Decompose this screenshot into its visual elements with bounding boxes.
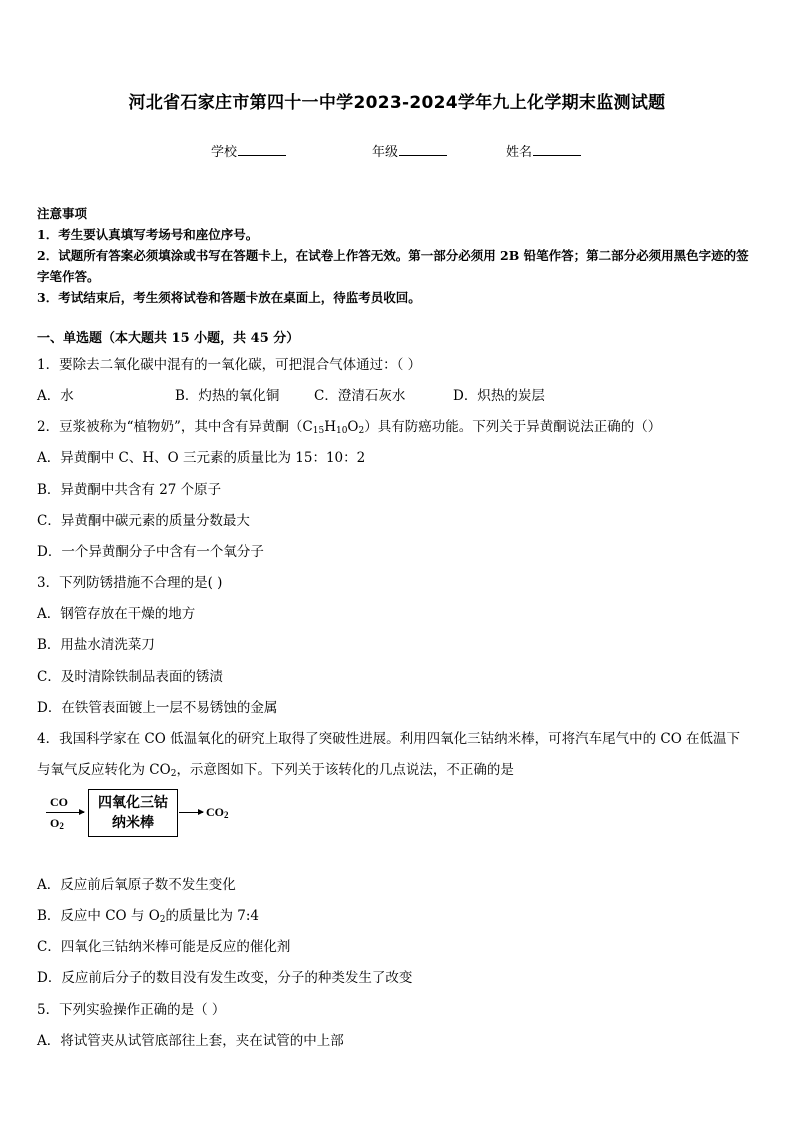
- output-arrow: [179, 812, 203, 813]
- question-4-stem-line2: 与氧气反应转化为 $CO_2$，示意图如下。下列关于该转化的几点说法，不正确的是: [37, 762, 514, 779]
- section-heading: 一、单选题（本大题共 15 小题，共 45 分）: [37, 331, 300, 346]
- q2-option-a: A．异黄酮中 C、H、O 三元素的质量比为 15：10：2: [37, 450, 366, 466]
- question-4-stem-line1: 4．我国科学家在 CO 低温氧化的研究上取得了突破性进展。利用四氧化三钴纳米棒，可将汽车尾气中的 CO 在低温下: [37, 731, 741, 747]
- school-field: [211, 141, 286, 160]
- q1-option-c: C．澄清石灰水: [314, 388, 406, 404]
- reactant-co-label: CO: [50, 795, 68, 809]
- student-info-fields: [0, 141, 794, 161]
- q1-option-a: A．水: [37, 388, 74, 404]
- name-blank[interactable]: [533, 143, 581, 156]
- reaction-diagram: [40, 789, 260, 849]
- catalyst-box: [88, 789, 178, 837]
- question-3-stem: 3．下列防锈措施不合理的是( ): [37, 575, 223, 591]
- q4-option-a: A．反应前后氧原子数不发生变化: [37, 877, 236, 893]
- product-co2-label: $CO_2$: [206, 805, 229, 820]
- q5-option-a: A．将试管夹从试管底部往上套，夹在试管的中上部: [37, 1033, 344, 1049]
- grade-field: [372, 141, 447, 160]
- question-1-stem: 1．要除去二氧化碳中混有的一氧化碳，可把混合气体通过：（ ）: [37, 357, 422, 373]
- catalyst-label-line1: 四氧化三钴: [98, 795, 168, 811]
- page-title: 河北省石家庄市第四十一中学2023-2024学年九上化学期末监测试题: [128, 93, 666, 113]
- name-field: [506, 141, 581, 160]
- note-item-3: 3．考试结束后，考生须将试卷和答题卡放在桌面上，待监考员收回。: [37, 290, 421, 305]
- school-blank[interactable]: [238, 143, 286, 156]
- q1-option-b: B．灼热的氧化铜: [175, 388, 280, 404]
- q3-option-d: D．在铁管表面镀上一层不易锈蚀的金属: [37, 700, 278, 716]
- q2-option-d: D．一个异黄酮分子中含有一个氧分子: [37, 544, 264, 560]
- name-label: 姓名: [506, 145, 533, 160]
- q3-option-a: A．钢管存放在干燥的地方: [37, 606, 196, 622]
- q2-option-b: B．异黄酮中共含有 27 个原子: [37, 482, 222, 498]
- grade-blank[interactable]: [399, 143, 447, 156]
- exam-notes: [37, 203, 761, 308]
- q4-option-b: B．反应中 CO 与 $O_2$的质量比为 7:4: [37, 908, 260, 925]
- question-2-stem: 2．豆浆被称为“植物奶”，其中含有异黄酮$(C_{15}H_{10}O_2)$具有防癌功能。下列关于异黄酮说法正确的（）: [37, 419, 662, 436]
- input-arrow: [46, 812, 84, 813]
- q3-option-b: B．用盐水清洗菜刀: [37, 637, 155, 653]
- q2-option-c: C．异黄酮中碳元素的质量分数最大: [37, 513, 250, 529]
- q3-option-c: C．及时清除铁制品表面的锈渍: [37, 669, 223, 685]
- q4-option-d: D．反应前后分子的数目没有发生改变，分子的种类发生了改变: [37, 970, 413, 986]
- catalyst-label-line2: 纳米棒: [112, 815, 154, 831]
- reactant-o2-label: $O_2$: [50, 816, 64, 831]
- school-label: 学校: [211, 145, 238, 160]
- notes-heading: 注意事项: [37, 206, 88, 221]
- q1-option-d: D．炽热的炭层: [453, 388, 545, 404]
- question-5-stem: 5．下列实验操作正确的是（ ）: [37, 1002, 226, 1018]
- note-item-1: 1．考生要认真填写考场号和座位序号。: [37, 227, 259, 242]
- q4-option-c: C．四氧化三钴纳米棒可能是反应的催化剂: [37, 939, 291, 955]
- note-item-2: 2．试题所有答案必须填涂或书写在答题卡上，在试卷上作答无效。第一部分必须用 2B 铅笔作答；第二部分必须用黑色字迹的签字笔作答。: [37, 248, 749, 284]
- grade-label: 年级: [372, 145, 399, 160]
